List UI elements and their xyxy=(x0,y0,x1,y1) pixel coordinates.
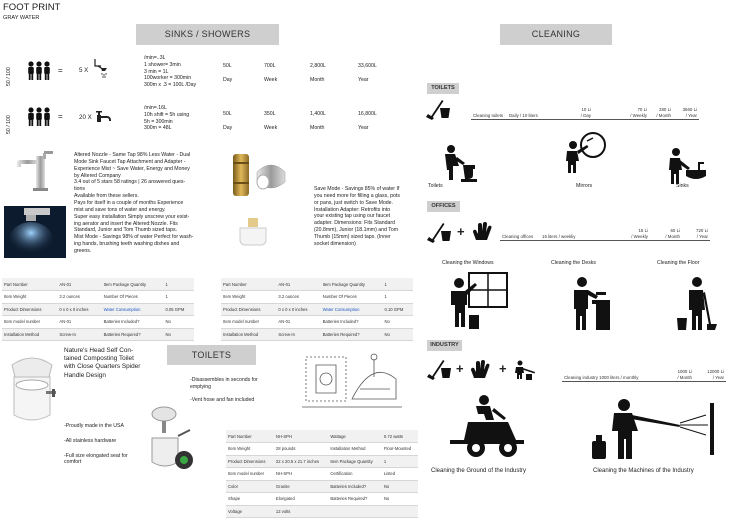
calc-top: 12000 Li xyxy=(707,369,724,375)
table-row xyxy=(2,278,194,291)
cleaning-gloves-icon xyxy=(470,360,492,385)
page-title: FOOT PRINT xyxy=(3,2,61,13)
calc-cell xyxy=(649,94,673,120)
title-line: Nature's Head Self Con- xyxy=(64,347,134,354)
shower-icon xyxy=(92,58,108,83)
toilet-specs-table xyxy=(226,430,418,518)
calc-bottom: Daily / 10 liters xyxy=(509,112,538,118)
feature-line: comfort xyxy=(64,459,82,466)
calc-cell xyxy=(586,215,650,241)
desc-line: socket dimension) xyxy=(314,240,356,247)
table-row xyxy=(226,505,418,518)
icon-label: Cleaning the Machines of the Industry xyxy=(593,468,694,474)
spec-value: No xyxy=(382,316,413,329)
desc-line: Mist Mode - Savings 98% of water Perfect for wash- xyxy=(74,234,194,241)
spec-value: 3.2 ounces xyxy=(276,291,320,304)
calc-bottom: / Month xyxy=(665,233,680,239)
value-month xyxy=(310,63,326,84)
table-row xyxy=(221,278,413,291)
table-row xyxy=(221,291,413,304)
sinks-showers-banner: SINKS / SHOWERS xyxy=(136,24,279,45)
calc-cell xyxy=(662,356,694,382)
calc-cell xyxy=(500,215,540,241)
floor-scrubber-icon xyxy=(446,394,526,465)
composting-toilet-image xyxy=(6,351,58,434)
spec-value xyxy=(382,505,418,518)
desc-line: ing hands, brushing teeth washing dishes and xyxy=(74,241,180,248)
calc-cell xyxy=(673,94,699,120)
calc-bottom: / Weekly xyxy=(630,112,647,118)
spec-value: AN-01 xyxy=(276,316,320,329)
spec-key: Batteries Required? xyxy=(102,328,164,341)
table-row xyxy=(226,430,418,443)
desc-line: Mode Sink Faucet Tap Attachment and Adapter - xyxy=(74,158,186,165)
spec-value: AN-01 xyxy=(57,278,101,291)
machine-pressure-washing-icon xyxy=(590,397,718,466)
toilets-banner: TOILETS xyxy=(167,345,256,365)
spec-key: Item Weight xyxy=(226,443,274,456)
toilets-cleaning-calc xyxy=(471,94,699,120)
calc-cell xyxy=(650,215,682,241)
desc-line: by Altered Company xyxy=(74,172,121,179)
calc-bottom: Cleaning toilets xyxy=(473,112,504,118)
feature-line: -Full size elongated seat for xyxy=(64,452,128,459)
calc-line: 300m = 48L xyxy=(144,125,172,132)
spec-value: 12 volts xyxy=(274,505,328,518)
toilet-features-left xyxy=(64,423,128,466)
spec-value: 22 x 20.5 x 21.7 inches xyxy=(274,455,328,468)
calc-bottom: Cleaning offices xyxy=(502,233,534,239)
unit: Day xyxy=(223,76,233,83)
spec-key: Item Weight xyxy=(2,291,57,304)
spec-key: Water Consumption xyxy=(102,303,164,316)
feature-line: -All stainless hardware xyxy=(64,437,117,444)
icon-label: Cleaning the Ground of the Industry xyxy=(431,468,527,474)
value: 50L xyxy=(223,63,232,69)
value-day xyxy=(223,63,232,84)
value: 16,800L xyxy=(358,111,377,117)
mirror-cleaning-icon xyxy=(563,131,609,180)
value-year xyxy=(358,63,377,84)
calc-line: 100worker = 300min xyxy=(144,75,192,82)
toilet-diagram-image xyxy=(300,349,408,420)
brass-nozzle-image xyxy=(230,152,252,203)
value: 350L xyxy=(264,111,276,117)
spec-key: Batteries Included? xyxy=(102,316,164,329)
spec-key: Installation Method xyxy=(328,443,382,456)
calc-bottom: / Weekly xyxy=(631,233,648,239)
table-row xyxy=(2,328,194,341)
spec-key: Batteries Required? xyxy=(328,493,382,506)
icon-label: Cleaning the Desks xyxy=(551,260,596,266)
toilet-parts-image xyxy=(144,404,200,479)
title-line: Handle Design xyxy=(64,371,106,379)
spec-value: 1 xyxy=(382,291,413,304)
offices-cleaning-calc xyxy=(500,215,710,241)
calc-line: /min=..3L xyxy=(144,55,166,61)
spec-value: Listed xyxy=(382,468,418,481)
calc-top: 10 Li xyxy=(581,107,591,113)
value: 2,800L xyxy=(310,63,326,69)
value-year xyxy=(358,111,377,132)
feature-line: -Proudly made in the USA xyxy=(64,423,124,429)
calc-bottom: / Month xyxy=(656,112,671,118)
spec-value: No xyxy=(163,328,194,341)
feature-line: -Disassembles in seconds for xyxy=(190,377,258,383)
spec-key: Part Number xyxy=(221,278,276,291)
spec-value: Elongated xyxy=(274,493,328,506)
spec-key: Item Weight xyxy=(221,291,276,304)
calc-top: 60 Li xyxy=(670,228,680,234)
calc-line: /min=.16L xyxy=(144,105,167,111)
unit: Week xyxy=(264,124,278,131)
desc-line: Thumb (15mm) sized taps. (Inner xyxy=(314,234,391,241)
calc-line: 5h = 300min xyxy=(144,118,173,125)
desc-line: Super easy installation Simply unscrew your exist- xyxy=(74,213,190,220)
industry-tag: INDUSTRY xyxy=(427,340,462,351)
icon-label: Sinks xyxy=(676,183,689,189)
calc-top: 280 Li xyxy=(659,107,671,113)
spec-key: Installation Method xyxy=(221,328,276,341)
unit: Day xyxy=(223,124,233,131)
spec-key: Batteries Required? xyxy=(321,328,383,341)
spec-key: Item Package Quantity xyxy=(102,278,164,291)
spec-value: 1 xyxy=(382,455,418,468)
table-row xyxy=(2,291,194,304)
nozzle-specs-table-left xyxy=(2,278,194,341)
mist-faucet-image xyxy=(4,206,66,258)
spec-value: AN-01 xyxy=(57,316,101,329)
spec-key: Certification xyxy=(328,468,382,481)
unit: Year xyxy=(358,124,369,131)
desc-line: (20.8mm), Junior (18.1mm) and Tom xyxy=(314,227,399,234)
title-line: with Close Quarters Spider xyxy=(64,363,141,371)
calc-cell xyxy=(507,94,549,120)
value: 33,600L xyxy=(358,63,377,69)
desc-line: mist and save tons of water and energy. xyxy=(74,206,166,213)
calc-top: 1000 Li xyxy=(677,369,692,375)
nozzle-description xyxy=(74,152,193,255)
table-row xyxy=(226,443,418,456)
toilets-tag: TOILETS xyxy=(427,83,459,94)
spec-key: Part Number xyxy=(2,278,57,291)
spec-key: Item Package Quantity xyxy=(328,455,382,468)
faucet-product-image xyxy=(14,148,54,197)
save-mode-description xyxy=(314,186,400,248)
calc-cell xyxy=(549,94,593,120)
page-subtitle: GRAY WATER xyxy=(3,15,40,21)
spec-key xyxy=(328,505,382,518)
spec-value: 0.72 watts xyxy=(382,430,418,443)
desc-line: Standard, Junior and Tom Thumb sized taps. xyxy=(74,227,178,234)
spec-value: AN-01 xyxy=(276,278,320,291)
icon-label: Toilets xyxy=(428,183,443,189)
spec-value: Screw-In xyxy=(276,328,320,341)
pressure-washer-small-icon xyxy=(514,360,538,385)
table-row xyxy=(221,328,413,341)
chrome-adapter-image xyxy=(253,158,289,197)
calc-line: 10h shift = 5h using xyxy=(144,111,190,118)
toilet-cleaning-icon xyxy=(439,143,479,188)
spec-key: Water Consumption xyxy=(321,303,383,316)
equals-sign: = xyxy=(58,112,63,121)
toilet-product-title xyxy=(64,347,140,380)
calc-cell xyxy=(540,215,586,241)
ratio-label: 50 / 100 xyxy=(6,67,12,86)
desc-line: Installation Adapter: Retrofits into xyxy=(314,206,391,213)
calc-cell xyxy=(694,356,726,382)
plus-sign: + xyxy=(457,224,465,239)
value-day xyxy=(223,111,232,132)
desc-line: ing aerator and insert the Altered:Nozzle. Fits xyxy=(74,220,178,227)
calc-cell xyxy=(471,94,507,120)
desc-line: 3.4 out of 5 stars 58 ratings | 26 answered ques- xyxy=(74,179,186,186)
white-adapter-image xyxy=(236,216,270,251)
spec-key: Color xyxy=(226,480,274,493)
workers-group-icon xyxy=(27,60,51,87)
desc-line: you need more for filling a glass, pots xyxy=(314,192,400,199)
spec-value: 3.2 ounces xyxy=(57,291,101,304)
spec-key: Item model number xyxy=(2,316,57,329)
desc-line: Altered Nozzle - Same Tap 98% Less Water - Dual xyxy=(74,152,191,158)
spec-key: Item Package Quantity xyxy=(321,278,383,291)
calc-line: 300m x .3 = 100L /Day xyxy=(144,82,197,88)
icon-label: Cleaning the Floor xyxy=(657,260,700,266)
desc-line: adapter. Dimensions: Fits Standard xyxy=(314,220,396,227)
spec-key: Batteries Included? xyxy=(321,316,383,329)
cleaning-gloves-icon xyxy=(472,222,494,247)
calc-bottom: / Month xyxy=(677,374,692,380)
value-week xyxy=(264,111,277,132)
spec-value: No xyxy=(382,480,418,493)
calc-cell xyxy=(593,94,649,120)
spec-value: Screw-In xyxy=(57,328,101,341)
spec-key: Product Dimensions xyxy=(221,303,276,316)
value-month xyxy=(310,111,326,132)
mop-bucket-icon xyxy=(427,221,453,248)
calc-bottom: / Year xyxy=(712,374,724,380)
value-week xyxy=(264,63,277,84)
spec-value: Floor-Mounted xyxy=(382,443,418,456)
multiplier-label: 20 X xyxy=(79,114,92,121)
spec-key: Batteries Included? xyxy=(328,480,382,493)
calc-block-1 xyxy=(144,55,196,89)
spec-value: 0.10 GPM xyxy=(382,303,413,316)
spec-value: 0 x 0 x 0 inches xyxy=(57,303,101,316)
unit: Month xyxy=(310,76,325,83)
spec-value: No xyxy=(382,328,413,341)
unit: Week xyxy=(264,76,278,83)
mop-bucket-icon xyxy=(426,98,452,125)
spec-value: 28 pounds xyxy=(274,443,328,456)
floor-cleaning-icon xyxy=(675,276,719,337)
spec-key: Part Number xyxy=(226,430,274,443)
calc-top: 70 Li xyxy=(637,107,647,113)
spec-value: 0 x 0 x 0 inches xyxy=(276,303,320,316)
desc-line: Available from these sellers. xyxy=(74,193,139,200)
spec-key: Shape xyxy=(226,493,274,506)
desc-line: your existing tap using our faucet xyxy=(314,213,391,220)
calc-bottom: 15 liters / weekliy xyxy=(542,233,576,239)
calc-line: 1 shower= 3min xyxy=(144,61,181,68)
calc-top: 3660 Li xyxy=(682,107,697,113)
unit: Month xyxy=(310,124,325,131)
equals-sign: = xyxy=(58,66,63,75)
cleaning-banner: CLEANING xyxy=(500,24,612,45)
table-row xyxy=(226,480,418,493)
table-row xyxy=(2,303,194,316)
offices-tag: OFFICES xyxy=(427,201,460,212)
calc-cell xyxy=(682,215,710,241)
spec-key: Voltage xyxy=(226,505,274,518)
industry-cleaning-calc xyxy=(562,356,726,382)
spec-key: Wattage xyxy=(328,430,382,443)
mop-bucket-icon xyxy=(427,358,453,385)
icon-label: Mirrors xyxy=(576,183,593,189)
feature-line: emptying xyxy=(190,383,212,390)
calc-bottom: / Year xyxy=(685,112,697,118)
spec-value: No xyxy=(163,316,194,329)
table-row xyxy=(221,316,413,329)
calc-top: 720 Li xyxy=(696,228,708,234)
spec-key: Product Dimensions xyxy=(226,455,274,468)
spec-value: 1 xyxy=(163,291,194,304)
faucet-icon xyxy=(96,110,112,129)
title-line: tained Composting Toilet xyxy=(64,355,134,363)
spec-value: No xyxy=(382,493,418,506)
table-row xyxy=(2,316,194,329)
multiplier-label: 5 X xyxy=(79,67,89,74)
spec-key: Item model number xyxy=(221,316,276,329)
spec-value: NH-SPH xyxy=(274,430,328,443)
window-cleaning-icon xyxy=(447,271,509,336)
calc-line: 3 min = 1L xyxy=(144,68,169,75)
desc-line: or pans, just switch to Save Mode. xyxy=(314,199,394,206)
plus-sign: + xyxy=(456,361,464,376)
spec-value: 1 xyxy=(382,278,413,291)
desc-line: Experience Mist ~ Save Water, Energy and Money xyxy=(74,165,190,172)
table-row xyxy=(226,493,418,506)
calc-bottom: / Year xyxy=(696,233,708,239)
workers-group-icon xyxy=(27,106,51,133)
calc-bottom: / Day xyxy=(580,112,591,118)
value: 50L xyxy=(223,111,232,117)
desc-line: Pays for itself in a couple of months Experience xyxy=(74,200,184,207)
spec-value: 1 xyxy=(163,278,194,291)
icon-label: Cleaning the Windows xyxy=(442,260,494,266)
spec-value: 0.05 GPM xyxy=(163,303,194,316)
spec-key: Number Of Pieces xyxy=(321,291,383,304)
feature-line: -Vent hose and fan included xyxy=(190,396,255,403)
value: 700L xyxy=(264,63,276,69)
spec-key: Number Of Pieces xyxy=(102,291,164,304)
desk-cleaning-icon xyxy=(570,276,614,337)
desc-line: tions xyxy=(74,186,85,193)
desc-line: Save Mode - Savings 85% of water If xyxy=(314,186,400,192)
plus-sign: + xyxy=(499,361,507,376)
spec-value: Granite xyxy=(274,480,328,493)
spec-key: Product Dimensions xyxy=(2,303,57,316)
value: 1,400L xyxy=(310,111,326,117)
nozzle-specs-table-right xyxy=(221,278,413,341)
table-row xyxy=(226,468,418,481)
spec-value: NH-SPH xyxy=(274,468,328,481)
toilet-features-right xyxy=(190,377,258,403)
table-row xyxy=(226,455,418,468)
calc-bottom: Cleaning industry 1000 liters / monthly xyxy=(564,374,639,380)
desc-line: greens. xyxy=(74,248,92,255)
spec-key: Item model number xyxy=(226,468,274,481)
calc-top: 15 Li xyxy=(638,228,648,234)
table-row xyxy=(221,303,413,316)
unit: Year xyxy=(358,76,369,83)
ratio-label: 50 / 100 xyxy=(6,115,12,134)
calc-block-2 xyxy=(144,105,189,132)
spec-key: Installation Method xyxy=(2,328,57,341)
calc-cell xyxy=(562,356,662,382)
